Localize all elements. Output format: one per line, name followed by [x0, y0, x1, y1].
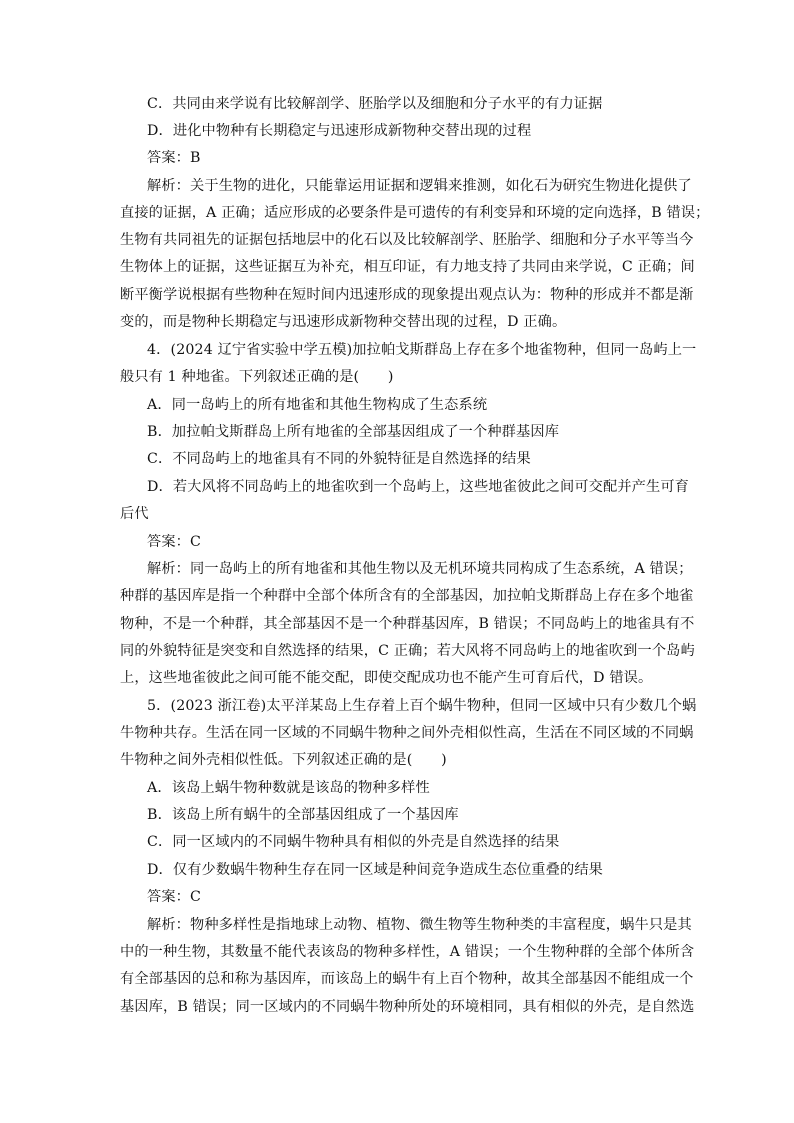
q5-analysis-line: 中的一种生物，其数量不能代表该岛的物种多样性，A 错误；一个生物种群的全部个体所含	[120, 944, 695, 960]
q3-option-d: D．进化中物种有长期稳定与迅速形成新物种交替出现的过程	[147, 123, 532, 139]
q4-stem-line: 般只有 1 种地雀。下列叙述正确的是( )	[120, 369, 394, 385]
q4-analysis-line: 上，这些地雀彼此之间可能不能交配，即使交配成功也不能产生可育后代，D 错误。	[120, 670, 653, 686]
q5-option-c: C．同一区域内的不同蜗牛物种具有相似的外壳是自然选择的结果	[147, 834, 560, 850]
q5-analysis-line: 基因库，B 错误；同一区域内的不同蜗牛物种所处的环境相同，具有相似的外壳，是自然选	[120, 999, 695, 1015]
q3-analysis-line: 生物有共同祖先的证据包括地层中的化石以及比较解剖学、胚胎学、细胞和分子水平等当今	[120, 232, 694, 248]
q4-analysis-line: 物种，不是一个种群，其全部基因不是一个种群基因库，B 错误；不同岛屿上的地雀具有不	[120, 616, 695, 632]
q4-answer: 答案：C	[147, 534, 202, 550]
q3-analysis-line: 生物体上的证据，这些证据互为补充，相互印证，有力地支持了共同由来学说，C 正确；间	[120, 259, 695, 275]
q5-answer: 答案：C	[147, 889, 202, 905]
q4-option-d-line: 后代	[120, 506, 149, 522]
q5-option-b: B．该岛上所有蜗牛的全部基因组成了一个基因库	[147, 807, 459, 823]
q3-analysis-line: 变的，而是物种长期稳定与迅速形成新物种交替出现的过程，D 正确。	[120, 314, 567, 330]
q4-analysis-line: 解析：同一岛屿上的所有地雀和其他生物以及无机环境共同构成了生态系统，A 错误；	[147, 561, 693, 577]
q5-analysis-line: 解析：物种多样性是指地球上动物、植物、微生物等生物种类的丰富程度，蜗牛只是其	[147, 917, 692, 933]
q3-analysis-line: 直接的证据，A 正确；适应形成的必要条件是可遗传的有利变异和环境的定向选择，B 错误；	[120, 205, 710, 221]
q4-option-c: C．不同岛屿上的地雀具有不同的外貌特征是自然选择的结果	[147, 451, 531, 467]
q3-analysis-line: 断平衡学说根据有些物种在短时间内迅速形成的现象提出观点认为：物种的形成并不都是渐	[120, 287, 694, 303]
q4-analysis-line: 同的外貌特征是突变和自然选择的结果，C 正确；若大风将不同岛屿上的地雀吹到一个岛屿	[120, 643, 695, 659]
q5-stem-line: 牛物种之间外壳相似性低。下列叙述正确的是( )	[120, 752, 447, 768]
q5-analysis-line: 有全部基因的总和称为基因库，而该岛上的蜗牛有上百个物种，故其全部基因不能组成一个	[120, 971, 694, 987]
q5-stem-line: 牛物种共存。生活在同一区域的不同蜗牛物种之间外壳相似性高，生活在不同区域的不同蜗	[120, 725, 694, 741]
q5-option-a: A．该岛上蜗牛物种数就是该岛的物种多样性	[147, 780, 430, 796]
q4-stem-line: 4．(2024 辽宁省实验中学五模)加拉帕戈斯群岛上存在多个地雀物种，但同一岛屿上一	[147, 342, 697, 358]
q3-analysis-line: 解析：关于生物的进化，只能靠运用证据和逻辑来推测，如化石为研究生物进化提供了	[147, 178, 692, 194]
q4-analysis-line: 种群的基因库是指一个种群中全部个体所含有的全部基因，加拉帕戈斯群岛上存在多个地雀	[120, 588, 694, 604]
q4-option-a: A．同一岛屿上的所有地雀和其他生物构成了生态系统	[147, 397, 488, 413]
q5-option-d: D．仅有少数蜗牛物种生存在同一区域是种间竞争造成生态位重叠的结果	[147, 862, 603, 878]
q4-option-d-line: D．若大风将不同岛屿上的地雀吹到一个岛屿上，这些地雀彼此之间可交配并产生可育	[147, 479, 690, 495]
q3-answer: 答案：B	[147, 150, 201, 166]
q5-stem-line: 5．(2023 浙江卷)太平洋某岛上生存着上百个蜗牛物种，但同一区域中只有少数几个蜗	[147, 698, 697, 714]
q3-option-c: C．共同由来学说有比较解剖学、胚胎学以及细胞和分子水平的有力证据	[147, 96, 603, 112]
q4-option-b: B．加拉帕戈斯群岛上所有地雀的全部基因组成了一个种群基因库	[147, 424, 560, 440]
